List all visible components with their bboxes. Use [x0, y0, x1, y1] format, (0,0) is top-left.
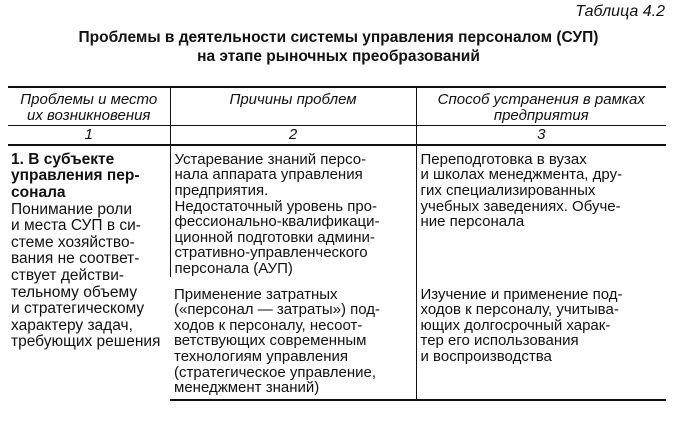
column-number: 1	[8, 126, 170, 145]
table-title	[0, 28, 677, 66]
header-causes: Причины проблем	[170, 87, 416, 126]
title-line-1: Проблемы в деятельности системы управления персоналом (СУП)	[78, 29, 599, 46]
header-problems: Проблемы и место их возникновения	[8, 87, 170, 126]
header-row	[8, 87, 666, 126]
problems-table	[8, 86, 666, 401]
column-number: 3	[416, 126, 666, 145]
cause-cell: Применение затратных («персонал — затраты») под- ходов к персоналу, несоот- ветствующих современным технологиям управления (стратегическое управление, менеджмент знаний)	[170, 277, 416, 400]
title-line-2: на этапе рыночных преобразований	[197, 48, 480, 65]
column-number: 2	[170, 126, 416, 145]
problem-cell	[8, 145, 170, 400]
remedy-cell: Переподготовка в вузах и школах менеджмента, дру- гих специализированных учебных заведениях. Обуче- ние персонала	[416, 145, 666, 277]
column-number-row	[8, 126, 666, 145]
remedy-cell: Изучение и применение под- ходов к персоналу, учитыва- ющих долгосрочный харак- тер его использования и воспроизводства	[416, 277, 666, 400]
problem-description: Понимание роли и места СУП в си- стеме хозяйство- вания не соответ- ствует действи- тельному объему и стратегическому характеру задач, требующих решения	[11, 200, 161, 351]
cause-cell: Устаревание знаний персо- нала аппарата управления предприятия. Недостаточный уровень про- фессионально-квалификаци- ционной подготовки админи- стративно-управленческого персонала (АУП)	[170, 145, 416, 277]
table-row	[8, 145, 666, 277]
header-remedies: Способ устранения в рамках предприятия	[416, 87, 666, 126]
problem-heading: 1. В субъекте управления пер- сонала	[11, 150, 140, 201]
table-label: Таблица 4.2	[575, 3, 665, 20]
